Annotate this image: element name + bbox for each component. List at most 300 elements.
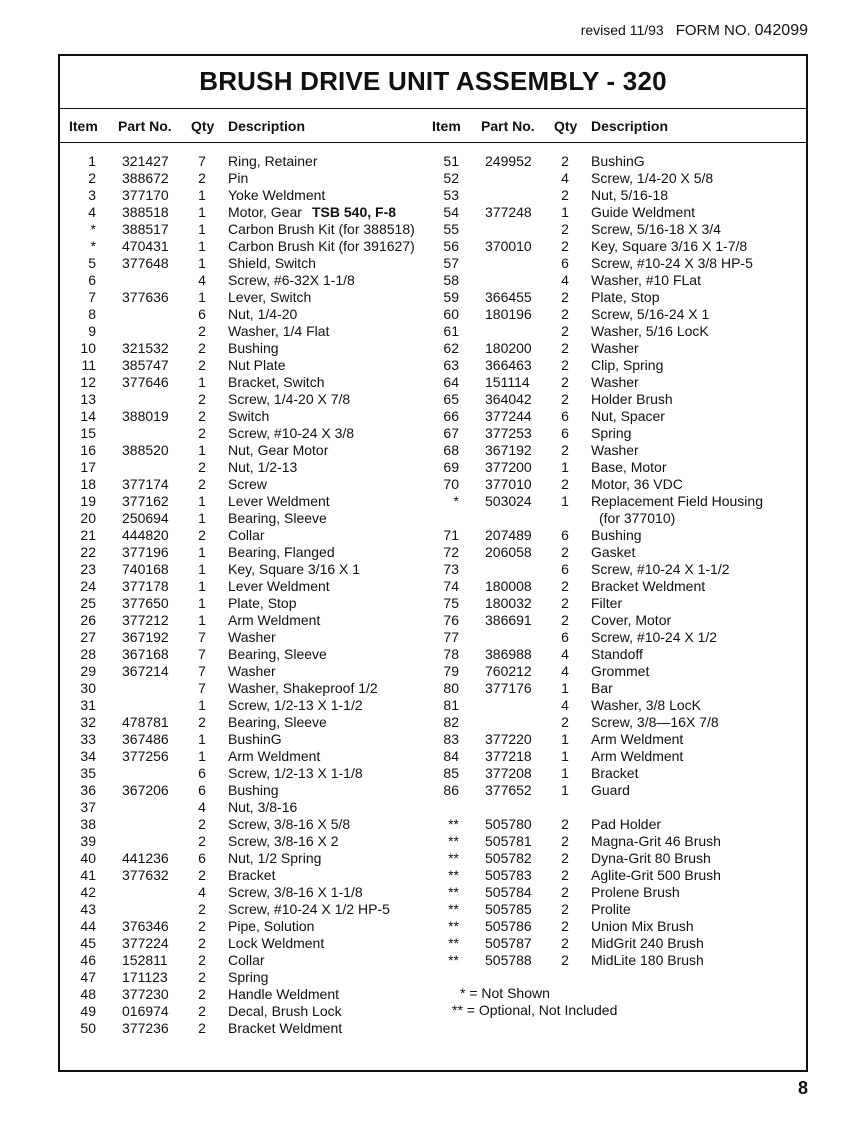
item-number: 27 [80,629,96,645]
description: Filter [591,595,623,611]
item-number: 55 [443,221,459,237]
description: Arm Weldment [228,748,321,764]
item-number: 16 [80,442,96,458]
item-number: 44 [80,918,96,934]
description: Replacement Field Housing [591,493,763,509]
item-number: 83 [443,731,459,747]
description: Screw, #10-24 X 3/8 [228,425,355,441]
quantity: 2 [198,901,206,917]
item-number: 15 [80,425,96,441]
quantity: 4 [198,272,206,288]
quantity: 2 [198,935,206,951]
description: Bracket Weldment [591,578,706,594]
part-number: 377170 [122,187,169,203]
quantity: 1 [198,238,206,254]
part-number: 377648 [122,255,169,271]
item-number: 36 [80,782,96,798]
col-header-desc-left: Description [228,118,306,134]
col-header-item-right: Item [432,118,461,134]
item-number: 59 [443,289,459,305]
part-number: 377220 [485,731,532,747]
quantity: 2 [561,289,569,305]
col-header-part-right: Part No. [481,118,535,134]
table-row [60,816,806,833]
col-header-desc-right: Description [591,118,669,134]
table-row [60,510,806,527]
quantity: 1 [198,255,206,271]
quantity: 2 [561,357,569,373]
part-number: 367192 [485,442,532,458]
table-row [60,833,806,850]
description: Collar [228,527,265,543]
item-number: 38 [80,816,96,832]
description: Clip, Spring [591,357,664,373]
table-row [60,901,806,918]
quantity: 2 [561,816,569,832]
item-number: 84 [443,748,459,764]
quantity: 1 [198,289,206,305]
item-number: 35 [80,765,96,781]
quantity: 6 [561,561,569,577]
col-header-item-left: Item [69,118,98,134]
quantity: 6 [198,765,206,781]
description: Nut, 1/2 Spring [228,850,322,866]
part-number: 377212 [122,612,169,628]
quantity: 2 [198,527,206,543]
description: MidLite 180 Brush [591,952,704,968]
item-number: 69 [443,459,459,475]
quantity: 2 [561,867,569,883]
item-number: ** [448,867,459,883]
description: Guard [591,782,630,798]
item-number: ** [448,850,459,866]
table-row [60,391,806,408]
quantity: 2 [198,323,206,339]
part-number: 377196 [122,544,169,560]
quantity: 2 [198,408,206,424]
quantity: 1 [198,595,206,611]
part-number: 385747 [122,357,169,373]
quantity: 2 [561,850,569,866]
quantity: 2 [561,221,569,237]
quantity: 2 [561,612,569,628]
item-number: 74 [443,578,459,594]
description: Pad Holder [591,816,662,832]
item-number: 79 [443,663,459,679]
description: Screw, 1/4-20 X 7/8 [228,391,351,407]
description: Bearing, Sleeve [228,714,327,730]
quantity: 1 [198,221,206,237]
description: Grommet [591,663,650,679]
table-row [60,612,806,629]
part-number: 377230 [122,986,169,1002]
item-number: 42 [80,884,96,900]
table-row [60,578,806,595]
quantity: 2 [561,935,569,951]
quantity: 2 [561,952,569,968]
description: Screw, 3/8-16 X 1-1/8 [228,884,363,900]
part-number: 152811 [122,952,168,968]
quantity: 4 [561,170,569,186]
description: Yoke Weldment [228,187,326,203]
part-number: 377218 [485,748,532,764]
item-number: 24 [80,578,96,594]
description: Cover, Motor [591,612,672,628]
description: Guide Weldment [591,204,696,220]
description: Screw, #6-32X 1-1/8 [228,272,355,288]
description: Magna-Grit 46 Brush [591,833,721,849]
quantity: 2 [198,476,206,492]
item-number: 48 [80,986,96,1002]
description: Shield, Switch [228,255,316,271]
table-row [60,935,806,952]
table-row [60,629,806,646]
page-title: BRUSH DRIVE UNIT ASSEMBLY - 320 [199,66,667,96]
table-row [60,306,806,323]
part-number: 377176 [485,680,532,696]
quantity: 6 [561,629,569,645]
description: Screw, 1/4-20 X 5/8 [591,170,714,186]
item-number: * [453,493,459,509]
item-number: 80 [443,680,459,696]
description: Screw, 3/8-16 X 2 [228,833,339,849]
table-row [60,646,806,663]
quantity: 1 [561,680,569,696]
item-number: 61 [443,323,459,339]
table-row [60,425,806,442]
part-number: 377636 [122,289,169,305]
quantity: 2 [198,867,206,883]
part-number: 151114 [485,374,530,390]
quantity: 2 [561,153,569,169]
description: Spring [228,969,269,985]
part-number: 505783 [485,867,532,883]
item-number: 40 [80,850,96,866]
description: Nut, 1/4-20 [228,306,298,322]
item-number: 51 [443,153,459,169]
part-number: 180196 [485,306,532,322]
table-row [60,799,806,816]
description: Lock Weldment [228,935,325,951]
quantity: 2 [561,323,569,339]
quantity: 4 [561,663,569,679]
description: Screw, 5/16-18 X 3/4 [591,221,721,237]
description: Handle Weldment [228,986,340,1002]
description: Arm Weldment [591,731,684,747]
description: BushinG [228,731,282,747]
part-number: 505782 [485,850,532,866]
part-number: 367214 [122,663,169,679]
part-number: 377248 [485,204,532,220]
description: BushinG [591,153,645,169]
description: Screw, 3/8—16X 7/8 [591,714,719,730]
quantity: 2 [561,442,569,458]
description: Arm Weldment [228,612,321,628]
part-number: 386988 [485,646,532,662]
quantity: 1 [198,748,206,764]
table-row [60,1020,806,1037]
quantity: 7 [198,663,206,679]
description: Key, Square 3/16 X 1 [228,561,361,577]
item-number: 50 [80,1020,96,1036]
table-row [60,1003,806,1020]
part-number: 388672 [122,170,169,186]
table-row [60,238,806,255]
table-row [60,289,806,306]
description: Ring, Retainer [228,153,318,169]
part-number: 250694 [122,510,169,526]
part-number: 366463 [485,357,532,373]
part-number: 377010 [485,476,532,492]
item-number: 11 [81,357,96,373]
table-row [60,986,806,1003]
part-number: 503024 [485,493,532,509]
table-row [60,442,806,459]
part-number: 388518 [122,204,169,220]
header-divider-top [60,108,806,109]
item-number: 78 [443,646,459,662]
table-row [60,459,806,476]
description: Washer, Shakeproof 1/2 [228,680,378,696]
quantity: 2 [198,170,206,186]
part-number: 505786 [485,918,532,934]
part-number: 207489 [485,527,532,543]
item-number: 64 [443,374,459,390]
parts-list-frame [58,54,808,1072]
part-number: 441236 [122,850,169,866]
table-row [60,357,806,374]
item-number: 30 [80,680,96,696]
footnote-optional: ** = Optional, Not Included [452,1002,618,1018]
description: Nut, Gear Motor [228,442,329,458]
part-number: 505787 [485,935,532,951]
part-number: 377208 [485,765,532,781]
part-number: 367486 [122,731,169,747]
description: Plate, Stop [228,595,297,611]
item-number: 47 [80,969,96,985]
description: Prolene Brush [591,884,680,900]
item-number: 8 [88,306,96,322]
item-number: 53 [443,187,459,203]
part-number: 367168 [122,646,169,662]
part-number: 505780 [485,816,532,832]
description: Screw, #10-24 X 3/8 HP-5 [591,255,753,271]
quantity: 1 [198,578,206,594]
quantity: 7 [198,680,206,696]
part-number: 249952 [485,153,532,169]
item-number: 6 [88,272,96,288]
description: Washer, 5/16 LocK [591,323,709,339]
item-number: 41 [80,867,96,883]
table-row [60,408,806,425]
item-number: 85 [443,765,459,781]
quantity: 2 [198,714,206,730]
quantity: 1 [198,187,206,203]
col-header-qty-left: Qty [191,118,215,134]
item-number: 52 [443,170,459,186]
quantity: 2 [198,340,206,356]
table-row [60,765,806,782]
quantity: 2 [198,425,206,441]
quantity: 2 [198,391,206,407]
part-number: 206058 [485,544,532,560]
item-number: 49 [80,1003,96,1019]
part-number: 321532 [122,340,169,356]
description-bold-note: TSB 540, F-8 [312,204,397,220]
item-number: 2 [88,170,96,186]
description: Nut, 5/16-18 [591,187,669,203]
part-number: 760212 [485,663,532,679]
quantity: 1 [198,204,206,220]
quantity: 1 [198,374,206,390]
part-number: 377236 [122,1020,169,1036]
description: MidGrit 240 Brush [591,935,704,951]
quantity: 2 [198,969,206,985]
quantity: 7 [198,153,206,169]
quantity: 2 [198,1020,206,1036]
description: Prolite [591,901,631,917]
quantity: 4 [198,884,206,900]
description: Nut, Spacer [591,408,665,424]
quantity: 1 [198,442,206,458]
part-number: 321427 [122,153,169,169]
col-header-part-left: Part No. [118,118,172,134]
description: Key, Square 3/16 X 1-7/8 [591,238,748,254]
description: Screw, 1/2-13 X 1-1/8 [228,765,363,781]
table-row [60,204,806,221]
quantity: 2 [561,578,569,594]
item-number: ** [448,918,459,934]
quantity: 2 [561,833,569,849]
part-number: 505784 [485,884,532,900]
quantity: 7 [198,629,206,645]
description: Washer, #10 FLat [591,272,701,288]
table-row [60,493,806,510]
quantity: 6 [198,850,206,866]
description: Bracket [228,867,276,883]
description: (for 377010) [599,510,676,526]
item-number: 22 [80,544,96,560]
table-row [60,595,806,612]
part-number: 377244 [485,408,532,424]
item-number: 31 [80,697,96,713]
table-row [60,969,806,986]
item-number: 72 [443,544,459,560]
quantity: 2 [198,357,206,373]
table-row [60,323,806,340]
description: Nut, 1/2-13 [228,459,298,475]
item-number: 5 [88,255,96,271]
description: Arm Weldment [591,748,684,764]
table-row [60,221,806,238]
item-number: 10 [80,340,96,356]
table-row [60,680,806,697]
item-number: 57 [443,255,459,271]
item-number: 67 [443,425,459,441]
item-number: 77 [443,629,459,645]
description: Collar [228,952,265,968]
item-number: 20 [80,510,96,526]
description: Carbon Brush Kit (for 388518) [228,221,415,237]
item-number: * [90,238,96,254]
quantity: 2 [561,374,569,390]
description: Nut, 3/8-16 [228,799,298,815]
description: Carbon Brush Kit (for 391627) [228,238,415,254]
form-number: 042099 [754,22,808,39]
item-number: 18 [80,476,96,492]
table-row [60,255,806,272]
item-number: 45 [80,935,96,951]
table-row [60,867,806,884]
description: Base, Motor [591,459,667,475]
item-number: 37 [80,799,96,815]
header-divider-bottom [60,142,806,143]
table-row [60,374,806,391]
item-number: 82 [443,714,459,730]
table-row [60,782,806,799]
quantity: 6 [561,527,569,543]
quantity: 2 [561,187,569,203]
description: Screw [228,476,267,492]
description: Screw, 3/8-16 X 5/8 [228,816,351,832]
table-row [60,476,806,493]
part-number: 180200 [485,340,532,356]
part-number: 388517 [122,221,169,237]
item-number: 9 [88,323,96,339]
quantity: 2 [561,884,569,900]
quantity: 2 [561,595,569,611]
quantity: 2 [561,306,569,322]
item-number: 32 [80,714,96,730]
quantity: 2 [198,816,206,832]
quantity: 2 [561,901,569,917]
quantity: 1 [198,731,206,747]
part-number: 386691 [485,612,532,628]
item-number: ** [448,833,459,849]
description: Bushing [591,527,642,543]
description: Washer [591,374,639,390]
item-number: * [90,221,96,237]
part-number: 470431 [122,238,169,254]
quantity: 1 [561,493,569,509]
description: Bracket [591,765,639,781]
part-number: 377178 [122,578,169,594]
description: Lever Weldment [228,578,330,594]
table-row [60,884,806,901]
part-number: 366455 [485,289,532,305]
table-row [60,544,806,561]
quantity: 2 [198,1003,206,1019]
item-number: 23 [80,561,96,577]
col-header-qty-right: Qty [554,118,578,134]
quantity: 2 [198,918,206,934]
part-number: 388019 [122,408,169,424]
table-row [60,731,806,748]
quantity: 1 [198,561,206,577]
item-number: 60 [443,306,459,322]
table-row [60,663,806,680]
quantity: 2 [561,544,569,560]
quantity: 4 [198,799,206,815]
item-number: 34 [80,748,96,764]
quantity: 7 [198,646,206,662]
quantity: 2 [198,952,206,968]
part-number: 377650 [122,595,169,611]
part-number: 388520 [122,442,169,458]
part-number: 377253 [485,425,532,441]
part-number: 180008 [485,578,532,594]
description: Motor, Gear [228,204,302,220]
